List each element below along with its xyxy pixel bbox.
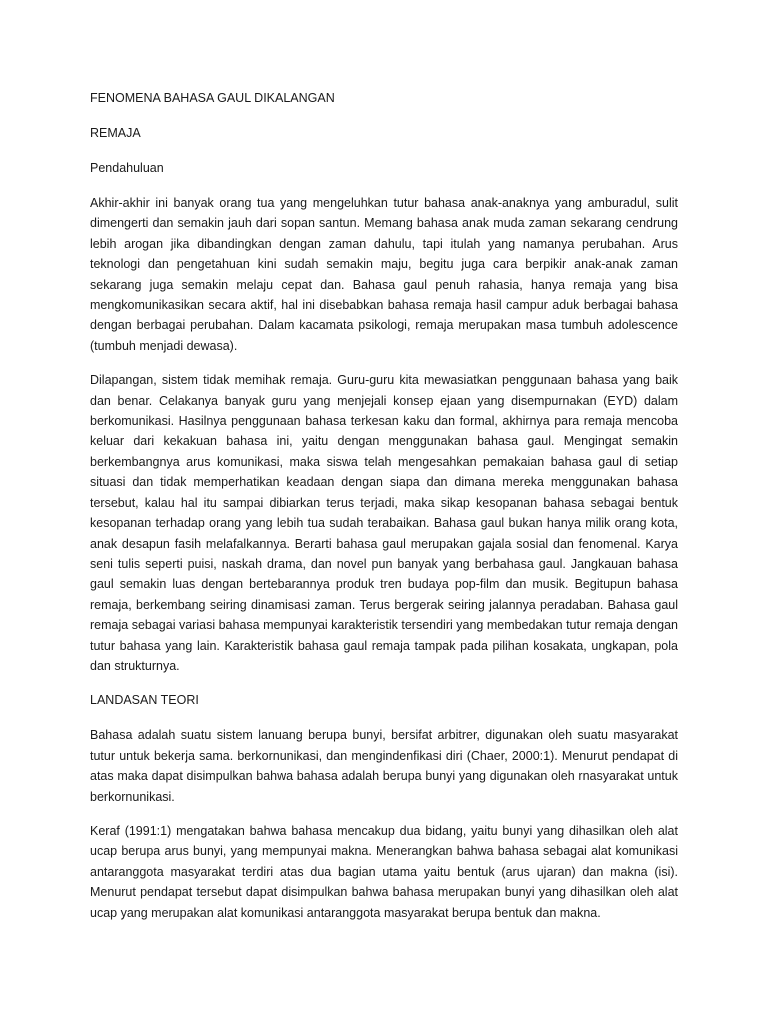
intro-paragraph-2: Dilapangan, sistem tidak memihak remaja. Guru-guru kita mewasiatkan penggunaan bahasa yang baik dan benar. Celakanya banyak guru yang menjejali konsep ejaan yang disempurnakan (EYD) dalam berkomunikasi. Hasilnya penggunaan bahasa terkesan kaku dan formal, akhirnya para remaja mencoba keluar dari kekakuan bahasa ini, yaitu dengan menggunakan bahasa gaul. Mengingat semakin berkembangnya arus komunikasi, maka siswa telah mengesahkan pemakaian bahasa gaul di setiap situasi dan tidak memperhatikan keadaan dengan siapa dan dimana mereka menggunakan bahasa tersebut, kalau hal itu sampai dibiarkan terus terjadi, maka sikap kesopanan bahasa sebagai bentuk kesopanan terhadap orang yang lebih tua sudah terabaikan. Bahasa gaul bukan hanya milik orang kota, anak desapun fasih melafalkannya. Berarti bahasa gaul merupakan gajala sosial dan fenomenal. Karya seni tulis seperti puisi, naskah drama, dan novel pun banyak yang berbahasa gaul. Jangkauan bahasa gaul semakin luas dengan bertebarannya produk tren budaya pop-film dan musik. Begitupun bahasa remaja, berkembang seiring dinamisasi zaman. Terus bergerak seiring jalannya peradaban. Bahasa gaul remaja sebagai variasi bahasa mempunyai karakteristik tersendiri yang membedakan tutur remaja dengan tutur bahasa yang lain. Karakteristik bahasa gaul remaja tampak pada pilihan kosakata, ungkapan, pola dan strukturnya. <box>90 373 678 673</box>
document-title-line-2: REMAJA <box>90 126 141 140</box>
theory-heading: LANDASAN TEORI <box>90 693 199 708</box>
intro-paragraph-1: Akhir-akhir ini banyak orang tua yang mengeluhkan tutur bahasa anak-anaknya yang amburadul, sulit dimengerti dan semakin jauh dari sopan santun. Memang bahasa anak muda zaman sekarang cendrung lebih arogan jika dibandingkan dengan zaman dahulu, tapi itulah yang namanya perubahan. Arus teknologi dan pengetahuan kini sudah semakin maju, begitu juga cara berpikir anak-anak zaman sekarang juga semakin melaju cepat dan. Bahasa gaul penuh rahasia, hanya remaja yang bisa mengkomunikasikan secara aktif, hal ini disebabkan bahasa remaja hasil campur aduk berbagai bahasa dengan berbagai perubahan. Dalam kacamata psikologi, remaja merupakan masa tumbuh adolescence (tumbuh menjadi dewasa). <box>90 196 678 353</box>
theory-paragraph-1: Bahasa adalah suatu sistem lanuang berupa bunyi, bersifat arbitrer, digunakan oleh suatu masyarakat tutur untuk bekerja sama. berkornunikasi, dan mengindenfikasi diri (Chaer, 2000:1). Menurut pendapat di atas maka dapat disimpulkan bahwa bahasa adalah berupa bunyi yang digunakan oleh rnasyarakat untuk berkornunikasi. <box>90 728 678 804</box>
intro-heading: Pendahuluan <box>90 161 164 175</box>
document-title-line-1: FENOMENA BAHASA GAUL DIKALANGAN <box>90 91 335 105</box>
theory-paragraph-2: Keraf (1991:1) mengatakan bahwa bahasa mencakup dua bidang, yaitu bunyi yang dihasilkan oleh alat ucap berupa arus bunyi, yang mempunyai makna. Menerangkan bahwa bahasa sebagai alat komunikasi antaranggota masyarakat terdiri atas dua bagian utama yaitu bentuk (arus ujaran) dan makna (isi). Menurut pendapat tersebut dapat disimpulkan bahwa bahasa merupakan bunyi yang dihasilkan oleh alat ucap yang merupakan alat komunikasi antaranggota masyarakat berupa bentuk dan makna. <box>90 823 678 920</box>
